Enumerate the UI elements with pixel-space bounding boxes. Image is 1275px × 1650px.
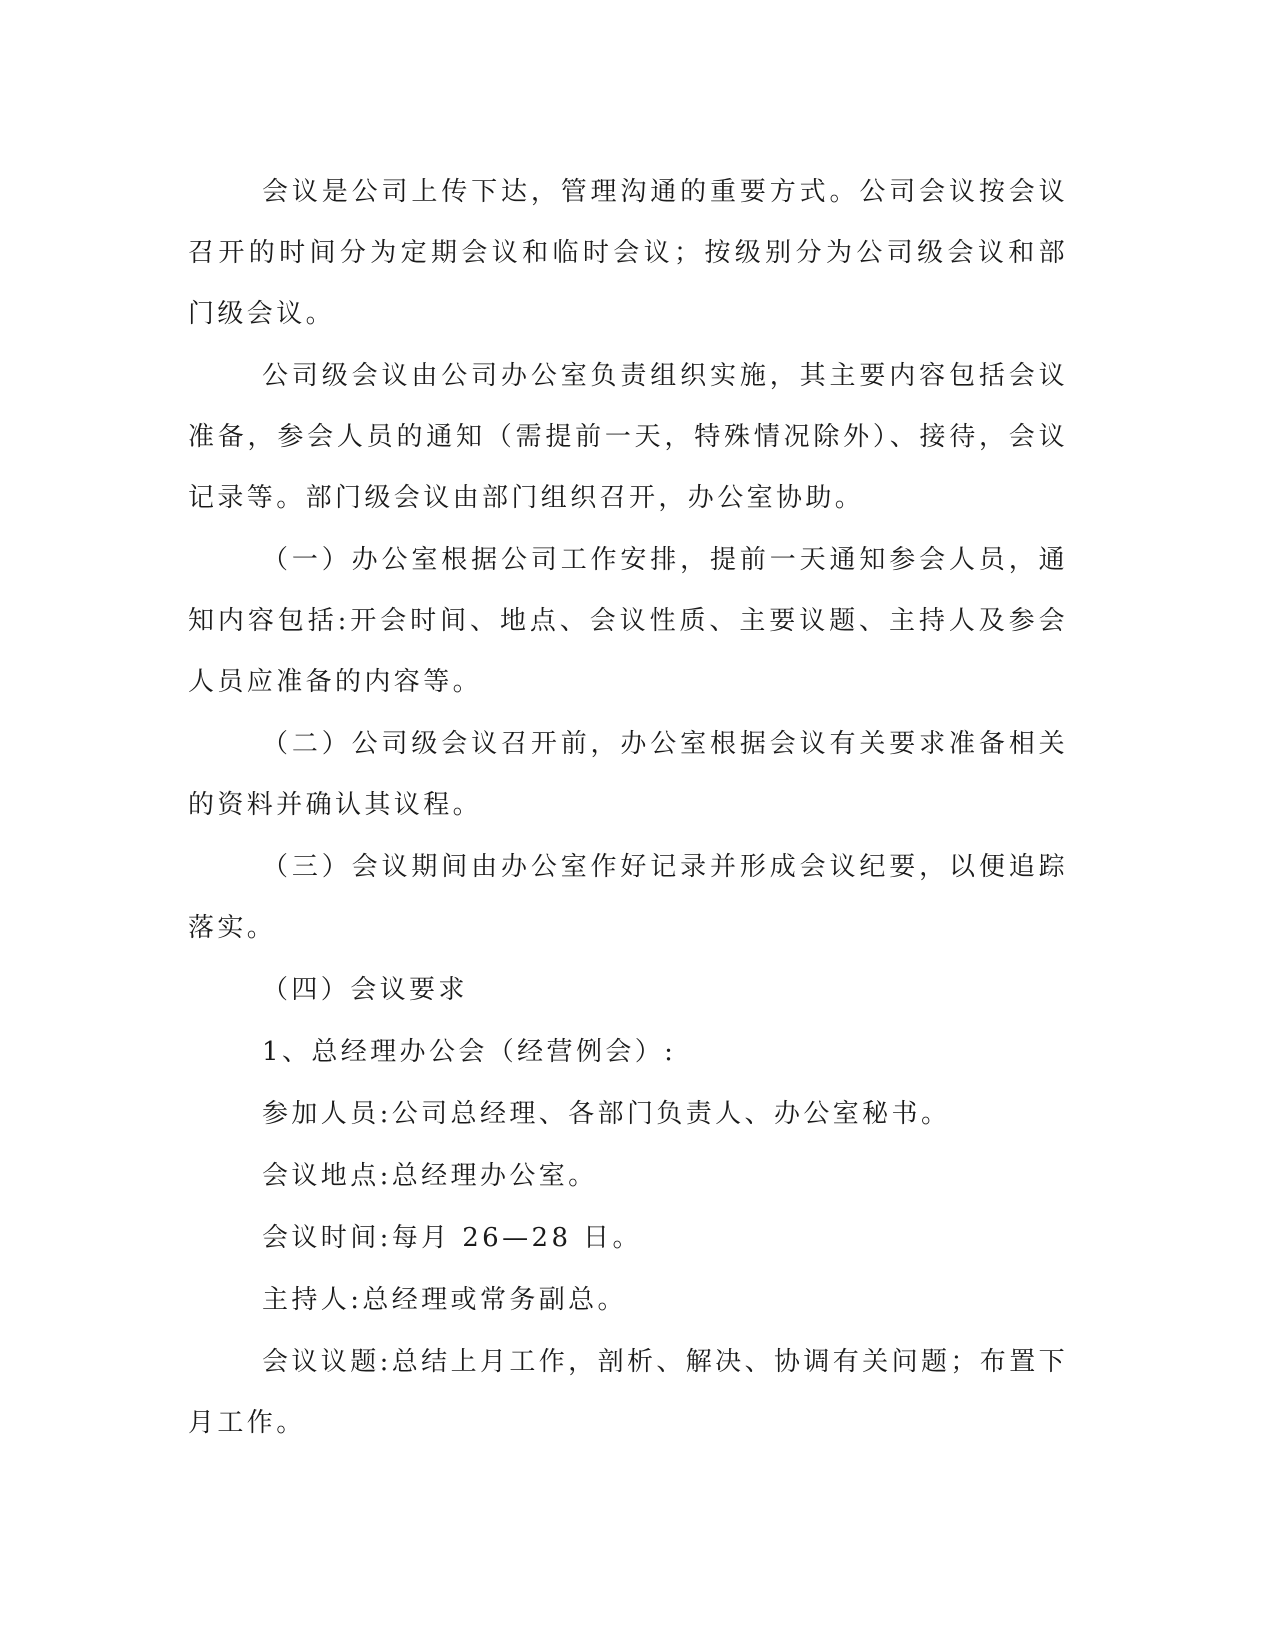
paragraph-meeting-overview: 会议是公司上传下达，管理沟通的重要方式。公司会议按会议召开的时间分为定期会议和临时会议；按级别分为公司级会议和部门级会议。 xyxy=(188,177,1068,329)
paragraph-item-3-minutes: （三）会议期间由办公室作好记录并形成会议纪要，以便追踪落实。 xyxy=(188,852,1068,943)
document-body xyxy=(188,162,1068,1455)
paragraph-item-4-requirements: （四）会议要求 xyxy=(262,975,468,1005)
paragraph-host: 主持人:总经理或常务副总。 xyxy=(262,1285,627,1315)
paragraph-item-2-preparation: （二）公司级会议召开前，办公室根据会议有关要求准备相关的资料并确认其议程。 xyxy=(188,729,1068,820)
paragraph-item-1-notification: （一）办公室根据公司工作安排，提前一天通知参会人员，通知内容包括:开会时间、地点、会议性质、主要议题、主持人及参会人员应准备的内容等。 xyxy=(188,545,1068,697)
paragraph-participants: 参加人员:公司总经理、各部门负责人、办公室秘书。 xyxy=(262,1099,951,1129)
paragraph-gm-office-meeting: 1、总经理办公会（经营例会）: xyxy=(262,1037,677,1067)
paragraph-meeting-topics: 会议议题:总结上月工作，剖析、解决、协调有关问题；布置下月工作。 xyxy=(188,1347,1068,1438)
paragraph-meeting-location: 会议地点:总经理办公室。 xyxy=(262,1161,598,1191)
paragraph-meeting-time: 会议时间:每月 26—28 日。 xyxy=(262,1223,642,1253)
paragraph-company-level-meeting: 公司级会议由公司办公室负责组织实施，其主要内容包括会议准备，参会人员的通知（需提前一天，特殊情况除外）、接待，会议记录等。部门级会议由部门组织召开，办公室协助。 xyxy=(188,361,1068,513)
